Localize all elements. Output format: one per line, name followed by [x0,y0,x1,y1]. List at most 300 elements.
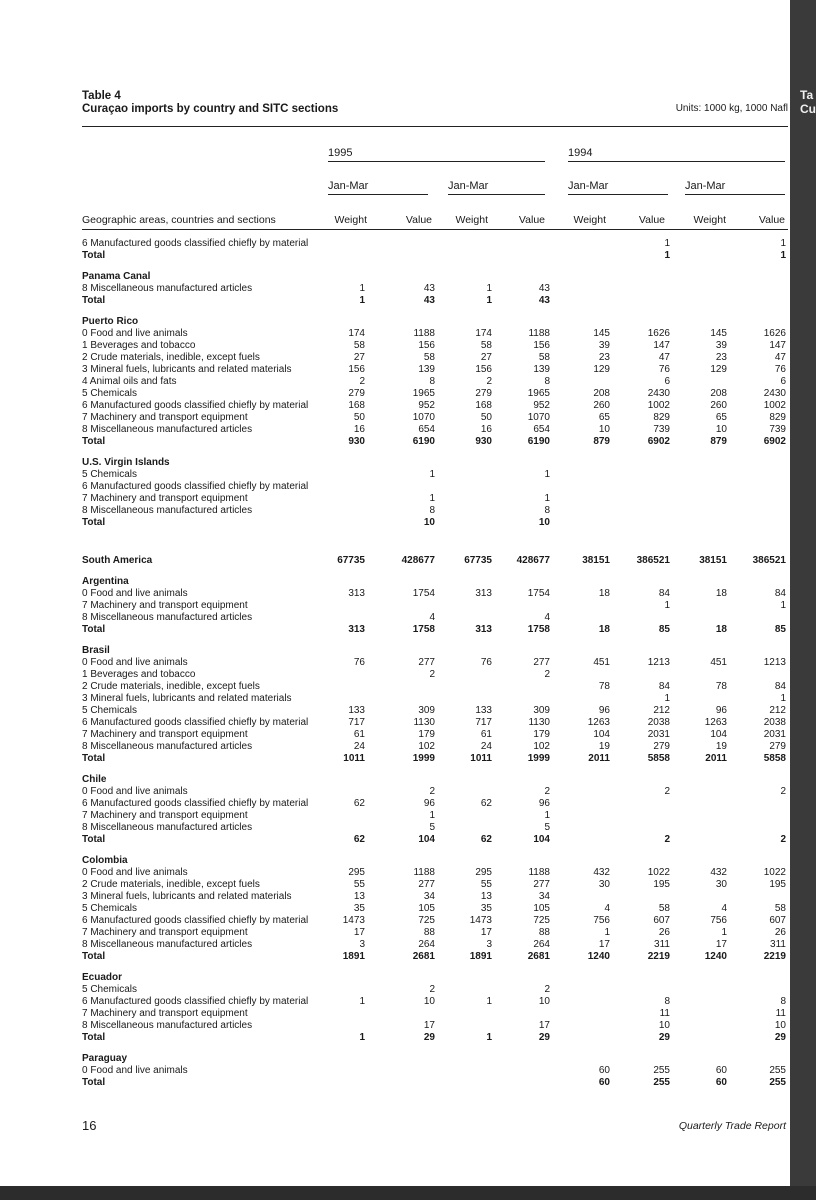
cell-value [727,810,786,822]
cell-weight: 1 [486,295,492,306]
cell-value [610,822,670,834]
row-label: 8 Miscellaneous manufactured articles [82,424,253,435]
table-row [82,612,786,624]
cell-weight [322,810,365,822]
row-label: 6 Manufactured goods classified chiefly by material [82,238,309,249]
row-label: Total [82,951,106,962]
cell-weight: 1240 [704,951,727,962]
cell-weight: 260 [710,400,727,411]
cell-empty [670,972,727,984]
column-header-weight: Weight [334,214,367,226]
cell-value [727,469,786,481]
cell-weight: 10 [715,424,727,435]
cell-weight: 24 [353,741,365,752]
cell-weight: 432 [593,867,610,878]
cell-value: 29 [538,1032,550,1043]
cell-value: 1999 [412,753,435,764]
cell-value: 1 [429,469,435,480]
total-row [82,1077,786,1089]
cell-empty [492,855,550,867]
cell-empty [365,271,435,283]
cell-weight [322,481,365,493]
cell-value: 311 [770,939,786,950]
next-page-fragment: Cu [800,102,816,116]
row-label: 7 Machinery and transport equipment [82,1008,248,1019]
cell-empty [610,855,670,867]
period-label: Jan-Mar [448,180,489,192]
table-row [82,469,786,481]
cell-value: 1002 [763,400,786,411]
cell-value: 1754 [527,588,550,599]
cell-weight: 145 [710,328,727,339]
cell-value: 739 [653,424,670,435]
cell-weight: 717 [348,717,365,728]
row-label: 0 Food and live animals [82,588,188,599]
table-row [82,328,786,340]
cell-weight: 2 [486,376,492,387]
cell-value: 17 [423,1020,435,1031]
cell-empty [492,1053,550,1065]
cell-value: 2 [664,786,670,797]
cell-empty [322,972,365,984]
country-header-row [82,774,786,786]
cell-value [610,493,670,505]
cell-value: 2 [664,834,670,845]
table-row [82,798,786,810]
period-label: Jan-Mar [328,180,369,192]
cell-value: 76 [658,364,670,375]
row-label: 5 Chemicals [82,705,138,716]
cell-weight: 313 [348,588,365,599]
row-label: 5 Chemicals [82,903,138,914]
cell-value: 84 [658,588,670,599]
cell-value: 255 [769,1077,786,1088]
cell-value: 1 [664,250,670,261]
cell-value: 29 [658,1032,670,1043]
cell-empty [550,774,610,786]
cell-value: 952 [418,400,435,411]
table-row [82,352,786,364]
row-label: Total [82,1077,106,1088]
cell-weight: 38151 [582,555,610,566]
row-label: Total [82,753,106,764]
cell-weight: 756 [710,915,727,926]
row-label: 0 Food and live animals [82,328,188,339]
table-row [82,283,786,295]
row-spacer [82,846,786,855]
row-label: 8 Miscellaneous manufactured articles [82,612,253,623]
cell-empty [727,1053,786,1065]
cell-empty [492,774,550,786]
row-label: 0 Food and live animals [82,1065,188,1076]
country-name: Brasil [82,645,110,656]
table-row [82,493,786,505]
cell-value: 10 [538,996,550,1007]
cell-value: 279 [769,741,786,752]
cell-weight: 17 [715,939,727,950]
cell-value: 2031 [763,729,786,740]
cell-weight [670,283,727,295]
cell-empty [610,774,670,786]
cell-value: 255 [769,1065,786,1076]
cell-value: 2031 [647,729,670,740]
cell-value [365,250,435,262]
table-row [82,364,786,376]
cell-weight: 23 [715,352,727,363]
cell-value: 1022 [763,867,786,878]
cell-weight [322,469,365,481]
cell-value [610,481,670,493]
cell-value: 1188 [413,867,435,878]
cell-value: 279 [653,741,670,752]
cell-weight: 76 [353,657,365,668]
cell-weight [322,250,365,262]
column-header-value: Value [405,214,432,226]
cell-weight [670,600,727,612]
cell-weight: 1891 [342,951,365,962]
cell-value: 5858 [647,753,670,764]
cell-value [365,1077,435,1089]
cell-value [365,681,435,693]
row-label: 3 Mineral fuels, lubricants and related materials [82,891,292,902]
cell-weight: 39 [715,340,727,351]
cell-value: 26 [774,927,786,938]
cell-weight: 208 [593,388,610,399]
table-row [82,412,786,424]
cell-weight: 62 [480,834,492,845]
cell-value: 58 [423,352,435,363]
cell-weight: 96 [715,705,727,716]
cell-weight: 168 [475,400,492,411]
row-label: 3 Mineral fuels, lubricants and related materials [82,364,292,375]
row-label: 5 Chemicals [82,388,138,399]
cell-weight [435,612,492,624]
cell-weight [550,834,610,846]
row-label: Total [82,517,106,528]
cell-empty [550,855,610,867]
cell-weight: 24 [480,741,492,752]
cell-value: 725 [533,915,550,926]
column-header-value: Value [638,214,665,226]
cell-empty [435,774,492,786]
row-label: 0 Food and live animals [82,657,188,668]
cell-value: 85 [658,624,670,635]
cell-value: 2 [429,669,435,680]
cell-value: 1626 [647,328,670,339]
cell-value: 607 [769,915,786,926]
cell-weight: 879 [593,436,610,447]
cell-weight [550,612,610,624]
cell-weight [550,693,610,705]
cell-weight: 133 [348,705,365,716]
cell-value [610,517,670,529]
cell-value: 156 [533,340,550,351]
cell-weight [435,1008,492,1020]
column-header-weight: Weight [455,214,488,226]
country-name: Paraguay [82,1053,128,1064]
country-header-row [82,645,786,657]
cell-empty [727,271,786,283]
cell-value: 84 [774,681,786,692]
cell-value: 386521 [636,555,670,566]
cell-weight: 60 [715,1077,727,1088]
cell-value: 105 [533,903,550,914]
cell-empty [322,316,365,328]
units-note: Units: 1000 kg, 1000 Nafl [675,103,788,114]
year-label-current: 1995 [328,147,353,159]
cell-value: 96 [423,798,435,809]
row-label: 7 Machinery and transport equipment [82,729,248,740]
cell-weight: 1 [359,295,365,306]
cell-weight [670,693,727,705]
cell-weight [550,517,610,529]
cell-weight [670,295,727,307]
cell-empty [492,457,550,469]
row-label: 6 Manufactured goods classified chiefly by material [82,915,309,926]
cell-weight [550,376,610,388]
cell-weight: 35 [480,903,492,914]
table-row [82,400,786,412]
cell-empty [322,855,365,867]
cell-value [727,984,786,996]
total-row [82,1032,786,1044]
cell-value: 1130 [528,717,550,728]
cell-weight [435,600,492,612]
cell-empty [610,576,670,588]
cell-value [365,481,435,493]
cell-weight: 78 [715,681,727,692]
row-label: 8 Miscellaneous manufactured articles [82,822,253,833]
cell-value: 309 [533,705,550,716]
cell-value [492,1065,550,1077]
cell-weight: 27 [353,352,365,363]
total-row [82,951,786,963]
cell-value: 8 [429,376,435,387]
cell-value: 725 [418,915,435,926]
cell-empty [365,855,435,867]
cell-empty [550,576,610,588]
cell-weight: 1240 [587,951,610,962]
cell-value [365,238,435,250]
cell-value [610,810,670,822]
cell-weight [670,1020,727,1032]
year-rule-previous [568,161,785,162]
cell-weight: 76 [480,657,492,668]
cell-empty [550,972,610,984]
cell-value: 43 [423,295,435,306]
cell-empty [670,855,727,867]
cell-weight [670,493,727,505]
cell-value: 147 [769,340,786,351]
cell-weight: 27 [480,352,492,363]
cell-weight: 1 [486,1032,492,1043]
row-label: 7 Machinery and transport equipment [82,412,248,423]
row-label: 2 Crude materials, inedible, except fuels [82,879,260,890]
cell-weight [435,481,492,493]
table-row [82,588,786,600]
row-label: Total [82,295,106,306]
cell-value: 76 [774,364,786,375]
cell-weight: 1891 [469,951,492,962]
row-label: Total [82,436,106,447]
cell-empty [610,972,670,984]
cell-weight [435,493,492,505]
cell-value [492,681,550,693]
cell-empty [492,645,550,657]
cell-value [610,891,670,903]
period-rule [685,194,785,195]
cell-weight: 39 [598,340,610,351]
cell-value [610,283,670,295]
cell-value: 11 [775,1008,786,1019]
row-label: 6 Manufactured goods classified chiefly by material [82,996,309,1007]
row-label: 4 Animal oils and fats [82,376,177,387]
cell-empty [365,1053,435,1065]
cell-empty [610,1053,670,1065]
cell-value: 104 [418,834,435,845]
cell-empty [365,576,435,588]
imports-table [82,238,786,1089]
cell-value: 34 [538,891,550,902]
column-header-value: Value [758,214,785,226]
next-page-fragment: Ta [800,88,814,102]
cell-value: 1 [544,469,550,480]
cell-weight: 1263 [704,717,727,728]
cell-weight [550,810,610,822]
cell-empty [670,457,727,469]
row-spacer [82,963,786,972]
row-label: 6 Manufactured goods classified chiefly by material [82,717,309,728]
cell-weight [550,891,610,903]
cell-weight [435,1020,492,1032]
row-spacer [82,636,786,645]
row-label: 5 Chemicals [82,984,138,995]
row-label: 8 Miscellaneous manufactured articles [82,939,253,950]
cell-weight: 1011 [343,753,365,764]
column-header-geo: Geographic areas, countries and sections [82,214,276,226]
cell-value: 1626 [763,328,786,339]
cell-empty [670,271,727,283]
cell-empty [670,1053,727,1065]
row-spacer [82,567,786,576]
row-label: 7 Machinery and transport equipment [82,810,248,821]
cell-weight: 62 [353,798,365,809]
cell-weight [322,984,365,996]
cell-empty [550,271,610,283]
table-row [82,1008,786,1020]
cell-value: 2681 [527,951,550,962]
cell-value: 428677 [516,555,550,566]
table-row [82,705,786,717]
cell-empty [435,457,492,469]
cell-value: 2219 [763,951,786,962]
cell-value: 8 [780,996,786,1007]
cell-value: 6902 [647,436,670,447]
cell-value: 264 [533,939,550,950]
cell-weight: 1 [486,283,492,294]
cell-empty [550,457,610,469]
cell-weight: 2011 [705,753,727,764]
cell-value: 147 [653,340,670,351]
cell-value: 1 [664,238,670,249]
cell-weight [670,505,727,517]
cell-value: 255 [653,1065,670,1076]
cell-weight: 145 [593,328,610,339]
cell-weight: 16 [480,424,492,435]
cell-value [365,693,435,705]
cell-empty [435,316,492,328]
title-rule [82,126,788,127]
cell-value: 102 [533,741,550,752]
row-label: 7 Machinery and transport equipment [82,600,248,611]
cell-weight: 17 [598,939,610,950]
cell-value: 1965 [412,388,435,399]
cell-weight [550,1008,610,1020]
cell-weight: 60 [715,1065,727,1076]
cell-weight [322,1020,365,1032]
cell-weight [322,1008,365,1020]
cell-value: 277 [418,657,435,668]
cell-weight: 67735 [464,555,492,566]
cell-value: 2 [780,786,786,797]
cell-weight: 50 [353,412,365,423]
cell-weight: 2 [359,376,365,387]
cell-value: 309 [418,705,435,716]
cell-value: 1 [544,493,550,504]
cell-value [610,612,670,624]
cell-weight [670,1032,727,1044]
cell-weight: 1011 [470,753,492,764]
table-row [82,693,786,705]
cell-weight: 17 [353,927,365,938]
cell-value: 2038 [647,717,670,728]
cell-value: 58 [774,903,786,914]
cell-weight [550,283,610,295]
cell-value [727,612,786,624]
cell-value: 739 [769,424,786,435]
cell-weight [670,891,727,903]
cell-value: 428677 [401,555,435,566]
total-row [82,295,786,307]
cell-weight [670,1008,727,1020]
cell-value [492,1008,550,1020]
cell-value: 156 [418,340,435,351]
cell-weight: 18 [715,624,727,635]
cell-value: 255 [653,1077,670,1088]
cell-value [492,1077,550,1089]
cell-value: 2 [429,984,435,995]
country-name: Colombia [82,855,128,866]
table-row [82,741,786,753]
cell-value [610,984,670,996]
header-rule [82,229,788,230]
cell-value: 1 [429,493,435,504]
cell-weight [670,469,727,481]
period-label: Jan-Mar [685,180,726,192]
cell-value: 1758 [412,624,435,635]
row-label: 5 Chemicals [82,469,138,480]
cell-weight [435,517,492,529]
table-row [82,424,786,436]
cell-weight [670,822,727,834]
cell-weight: 756 [593,915,610,926]
cell-weight: 2011 [588,753,610,764]
page-edge-shadow [790,0,816,1200]
cell-value [727,822,786,834]
page-number: 16 [82,1118,97,1133]
cell-empty [435,972,492,984]
cell-weight: 3 [486,939,492,950]
